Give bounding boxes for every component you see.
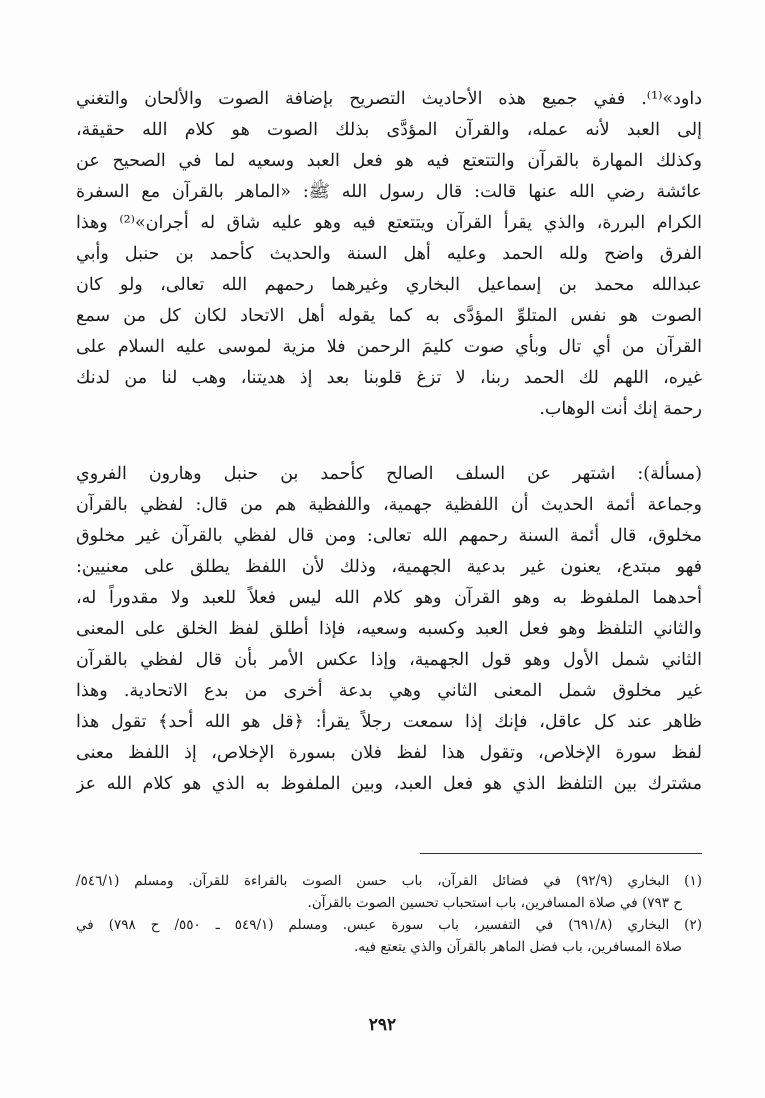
text-line: إلى العبد لأنه عمله، والقرآن المؤدَّى بذلك الصوت هو كلام الله حقيقة، xyxy=(76,120,702,140)
text-line: غير مخلوق شمل المعنى الثاني وهي بدعة أخرى من بدع الاتحادية. وهذا xyxy=(76,681,702,701)
text-line: عبدالله محمد بن إسماعيل البخاري وغيرهما رحمهم الله تعالى، ولو كان xyxy=(76,275,702,295)
text-line: (مسألة): اشتهر عن السلف الصالح كأحمد بن حنبل وهارون الفروي xyxy=(76,464,702,484)
footnote-1: (١) البخاري (٩٢/٩) في فضائل القرآن، باب حسن الصوت بالقراءة للقرآن. ومسلم (٥٤٦/١/ xyxy=(76,873,702,889)
text-line: فهو مبتدع، يعنون غير بدعية الجهمية، وذلك لأن اللفظ يطلق على معنيين: xyxy=(76,557,702,577)
footnotes xyxy=(76,870,702,958)
footnote-2: (٢) البخاري (٦٩١/٨) في التفسير، باب سورة عبس. ومسلم (٥٤٩/١ ـ ٥٥٠/ ح ٧٩٨) في xyxy=(76,917,702,933)
text-line: وكذلك المهارة بالقرآن والتتعتع فيه هو فعل العبد وسعيه لما في الصحيح عن xyxy=(76,151,702,171)
text-line: الفرق واضح ولله الحمد وعليه أهل السنة والحديث كأحمد بن حنبل وأبي xyxy=(76,244,702,264)
footnote-1-continued: ح ٧٩٣) في صلاة المسافرين، باب استحباب تحسين الصوت بالقرآن. xyxy=(307,895,682,911)
text-line: الثاني شمل الأول وهو قول الجهمية، وإذا عكس الأمر بأن قال لفظي بالقرآن xyxy=(76,650,702,670)
text-line: وجماعة أئمة الحديث أن اللفظية جهمية، واللفظية هم من قال: لفظي بالقرآن xyxy=(76,495,702,515)
text-line: غيره، اللهم لك الحمد ربنا، لا تزغ قلوبنا بعد إذ هديتنا، وهب لنا من لدنك xyxy=(76,368,702,388)
text-line: أحدهما الملفوظ به وهو القرآن وهو كلام الله ليس فعلاً للعبد ولا مقدوراً له، xyxy=(76,588,702,608)
paragraph-1 xyxy=(76,84,702,425)
text-line: عائشة رضي الله عنها قالت: قال رسول الله ﷺ: «الماهر بالقرآن مع السفرة xyxy=(76,182,702,202)
text-line: ظاهر عند كل عاقل، فإنك إذا سمعت رجلاً يقرأ: ﴿قل هو الله أحد﴾ تقول هذا xyxy=(76,712,702,732)
text-line: الكرام البررة، والذي يقرأ القرآن ويتتعتع فيه وهو عليه شاق له أجران»⁽²⁾ وهذا xyxy=(76,213,702,233)
text-line: داود»⁽¹⁾. ففي جميع هذه الأحاديث التصريح بإضافة الصوت والألحان والتغني xyxy=(76,89,702,109)
text-line: الصوت هو نفس المتلوِّ المؤدَّى به كما يقوله أهل الاتحاد لكان كل من سمع xyxy=(76,306,702,326)
text-line: مشترك بين التلفظ الذي هو فعل العبد، وبين الملفوظ به الذي هو كلام الله عز xyxy=(76,774,702,794)
text-line: رحمة إنك أنت الوهاب. xyxy=(539,399,702,419)
paragraph-2 xyxy=(76,459,702,800)
footnote-2-continued: صلاة المسافرين، باب فضل الماهر بالقرآن والذي يتعتع فيه. xyxy=(354,939,682,955)
text-line: والثاني التلفظ وهو فعل العبد وكسبه وسعيه، فإذا أطلق لفظ الخلق على المعنى xyxy=(76,619,702,639)
text-line: القرآن من أي تال وبأي صوت كليمَ الرحمن فلا مزية لموسى عليه السلام على xyxy=(76,337,702,357)
text-line: مخلوق، قال أئمة السنة رحمهم الله تعالى: ومن قال لفظي بالقرآن غير مخلوق xyxy=(76,526,702,546)
page-number: ٢٩٢ xyxy=(368,1015,397,1035)
text-line: لفظ سورة الإخلاص، وتقول هذا لفظ فلان بسورة الإخلاص، إذ اللفظ معنى xyxy=(76,743,702,763)
footnote-divider xyxy=(420,853,702,854)
